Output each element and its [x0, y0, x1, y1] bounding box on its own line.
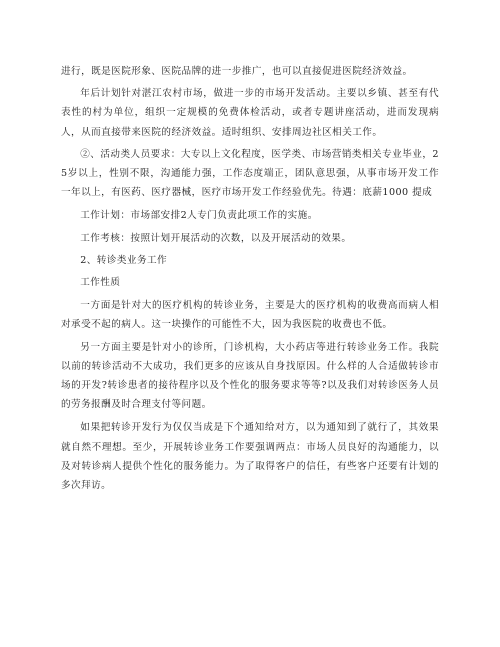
paragraph-large-institutions: 一方面是针对大的医疗机构的转诊业务，主要是大的医疗机构的收费高而病人相对承受不起的病人。这一块操作的可能性不大，因为我医院的收费也不低。 [61, 300, 439, 331]
paragraph-rural-market-plan: 年后计划针对湛江农村市场，做进一步的市场开发活动。主要以乡镇、甚至有代表性的村为单位，组织一定规模的免费体检活动，或者专题讲座活动，进而发现病人，从而直接带来医院的经济效益。适时组织、安排周边社区相关工作。 [61, 88, 439, 138]
subheading-work-nature: 工作性质 [80, 277, 121, 289]
paragraph-small-clinics: 另一方面主要是针对小的诊所，门诊机构，大小药店等进行转诊业务工作。我院以前的转诊活动不大成功，我们更多的应该从自身找原因。什么样的人合适做转诊市场的开发?转诊患者的接待程序以及个性化的服务要求等等?以及我们对转诊医务人员的劳务报酬及时合理支付等问题。 [61, 341, 439, 411]
section-heading-referral-business: 2、转诊类业务工作 [80, 254, 168, 266]
paragraph-intro-continuation: 进行，既是医院形象、医院品牌的进一步推广，也可以直接促进医院经济效益。 [61, 66, 413, 77]
paragraph-work-plan: 工作计划：市场部安排2人专门负责此项工作的实施。 [80, 210, 318, 222]
paragraph-staff-requirements: ②、活动类人员要求：大专以上文化程度，医学类、市场营销类相关专业毕业，25岁以上，性别不限，沟通能力强，工作态度端正，团队意思强，从事市场开发工作一年以上，有医药、医疗器械，医疗市场开发工作经验优先。待遇：底薪1000 提成 [61, 148, 439, 199]
paragraph-referral-development: 如果把转诊开发行为仅仅当成是下个通知给对方，以为通知到了就行了，其效果就自然不理想。至少，开展转诊业务工作要强调两点：市场人员良好的沟通能力，以及对转诊病人提供个性化的服务能力。为了取得客户的信任，有些客户还要有计划的多次拜访。 [61, 422, 439, 492]
paragraph-work-assessment: 工作考核：按照计划开展活动的次数，以及开展活动的效果。 [80, 232, 352, 244]
document-body [61, 62, 439, 495]
